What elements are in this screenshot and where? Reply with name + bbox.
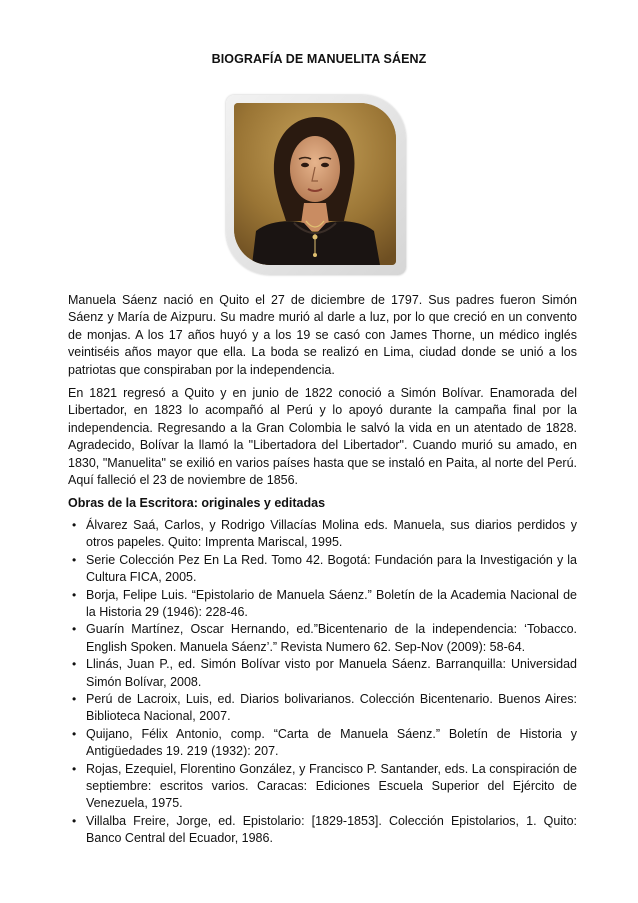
list-item xyxy=(68,517,577,552)
bullet-icon: • xyxy=(72,691,77,706)
bullet-icon: • xyxy=(72,622,77,637)
paragraph-biography-1: Manuela Sáenz nació en Quito el 27 de diciembre de 1797. Sus padres fueron Simón Sáenz y María de Aizpuru. Su madre murió al darle a luz, por lo que creció en un convento de monjas. A los 17 años huyó y a los 19 se casó con James Thorne, un médico inglés veintiséis años mayor que ella. La boda se realizó en Lima, ciudad donde se unió a los patriotas que conspiraban por la independencia. xyxy=(68,293,577,377)
paragraph-biography-2: En 1821 regresó a Quito y en junio de 1822 conoció a Simón Bolívar. Enamorada del Libertador, en 1823 lo acompañó al Perú y lo apoyó durante la campaña final por la independencia. Regresando a la Gran Colombia le salvó la vida en un atentado de 1828. Agradecido, Bolívar la llamó la "Libertadora del Libertador". Cuando murió su amado, en 1830, "Manuelita" se exilió en varios países hasta que se instaló en Paita, al norte del Perú. Aquí falleció el 23 de noviembre de 1856. xyxy=(68,386,577,488)
list-item-text: Perú de Lacroix, Luis, ed. Diarios bolivarianos. Colección Bicentenario. Buenos Aires: Biblioteca Nacional, 2007. xyxy=(86,691,577,724)
list-item-text: Guarín Martínez, Oscar Hernando, ed.”Bicentenario de la independencia: ‘Tobacco. English Spoken. Manuela Sáenz’.” Revista Numero 62. Sep-Nov (2009): 58-64. xyxy=(86,622,577,654)
list-item xyxy=(68,621,577,656)
bullet-icon: • xyxy=(72,552,77,567)
list-item xyxy=(68,552,577,587)
portrait-painting xyxy=(234,103,396,265)
bullet-icon: • xyxy=(72,517,77,532)
portrait-frame xyxy=(226,95,406,275)
list-item-text: Álvarez Saá, Carlos, y Rodrigo Villacías Molina eds. Manuela, sus diarios perdidos y otros papeles. Quito: Imprenta Mariscal, 1995. xyxy=(86,517,577,550)
list-item-text: Llinás, Juan P., ed. Simón Bolívar visto por Manuela Sáenz. Barranquilla: Universidad Simón Bolívar, 2008. xyxy=(86,657,577,689)
list-item xyxy=(68,761,577,813)
list-item-text: Villalba Freire, Jorge, ed. Epistolario: [1829-1853]. Colección Epistolarios, 1. Quito: Banco Central del Ecuador, 1986. xyxy=(86,813,577,846)
bullet-icon: • xyxy=(72,587,77,602)
list-item-text: Quijano, Félix Antonio, comp. “Carta de Manuela Sáenz.” Boletín de Historia y Antigüedades 19. 219 (1932): 207. xyxy=(86,726,577,759)
list-item-text: Borja, Felipe Luis. “Epistolario de Manuela Sáenz.” Boletín de la Academia Nacional de la Historia 29 (1946): 228-46. xyxy=(86,587,577,619)
bullet-icon: • xyxy=(72,813,77,828)
list-item-text: Serie Colección Pez En La Red. Tomo 42. Bogotá: Fundación para la Investigación y la Cultura FICA, 2005. xyxy=(86,552,577,585)
works-list xyxy=(68,517,577,848)
works-heading: Obras de la Escritora: originales y editadas xyxy=(68,496,326,511)
list-item xyxy=(68,691,577,726)
page-title: BIOGRAFÍA DE MANUELITA SÁENZ xyxy=(211,52,427,66)
bullet-icon: • xyxy=(72,657,77,672)
bullet-icon: • xyxy=(72,726,77,741)
list-item xyxy=(68,813,577,848)
list-item xyxy=(68,726,577,761)
list-item-text: Rojas, Ezequiel, Florentino González, y Francisco P. Santander, eds. La conspiración de septiembre: escritos varios. Caracas: Ediciones Escuela Superior del Ejército de Venezuela, 1975. xyxy=(86,761,577,811)
list-item xyxy=(68,587,577,622)
document-body xyxy=(68,292,577,848)
bullet-icon: • xyxy=(72,761,77,776)
list-item xyxy=(68,656,577,691)
portrait-image xyxy=(234,103,396,265)
